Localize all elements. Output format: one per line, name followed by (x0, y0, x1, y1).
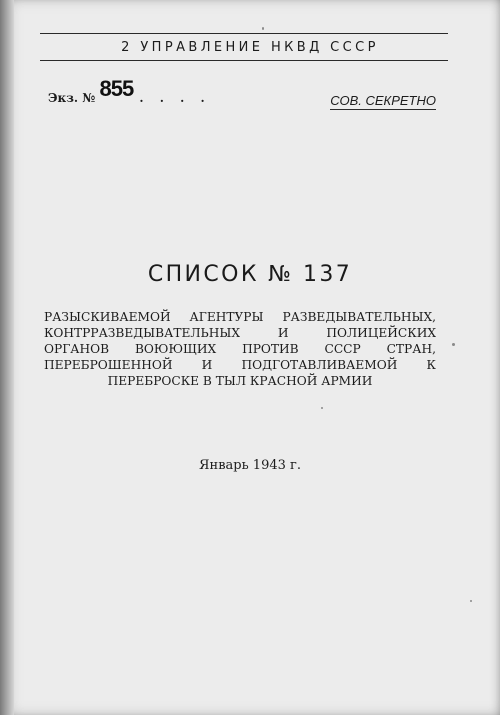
classification-stamp: СОВ. СЕКРЕТНО (330, 93, 436, 108)
paper-speck (262, 27, 264, 30)
paper-speck (470, 600, 472, 602)
document-subtitle: РАЗЫСКИВАЕМОЙ АГЕНТУРЫ РАЗВЕДЫВАТЕЛЬНЫХ, КОНТРРАЗВЕДЫВАТЕЛЬНЫХ И ПОЛИЦЕЙСКИХ ОРГАНОВ ВОЮЮЩИХ ПРОТИВ СССР СТРАН, ПЕРЕБРОШЕННОЙ И ПОДГОТАВЛИВАЕМОЙ К ПЕРЕБРОСКЕ В ТЫЛ КРАСНОЙ АРМИИ (44, 310, 436, 388)
document-date: Январь 1943 г. (199, 458, 301, 473)
header-rule-bottom (40, 60, 448, 61)
copy-number-line (48, 76, 211, 108)
copy-number: 855 (99, 76, 134, 101)
header-rule-top (40, 33, 448, 34)
organization-header: 2 УПРАВЛЕНИЕ НКВД СССР (121, 40, 379, 55)
copy-label: Экз. № (48, 91, 96, 105)
paper-speck (321, 407, 323, 409)
page-binding-shadow (0, 0, 14, 715)
paper-speck (452, 343, 455, 346)
copy-dots: . . . . (139, 91, 211, 105)
document-title: СПИСОК № 137 (147, 262, 353, 287)
